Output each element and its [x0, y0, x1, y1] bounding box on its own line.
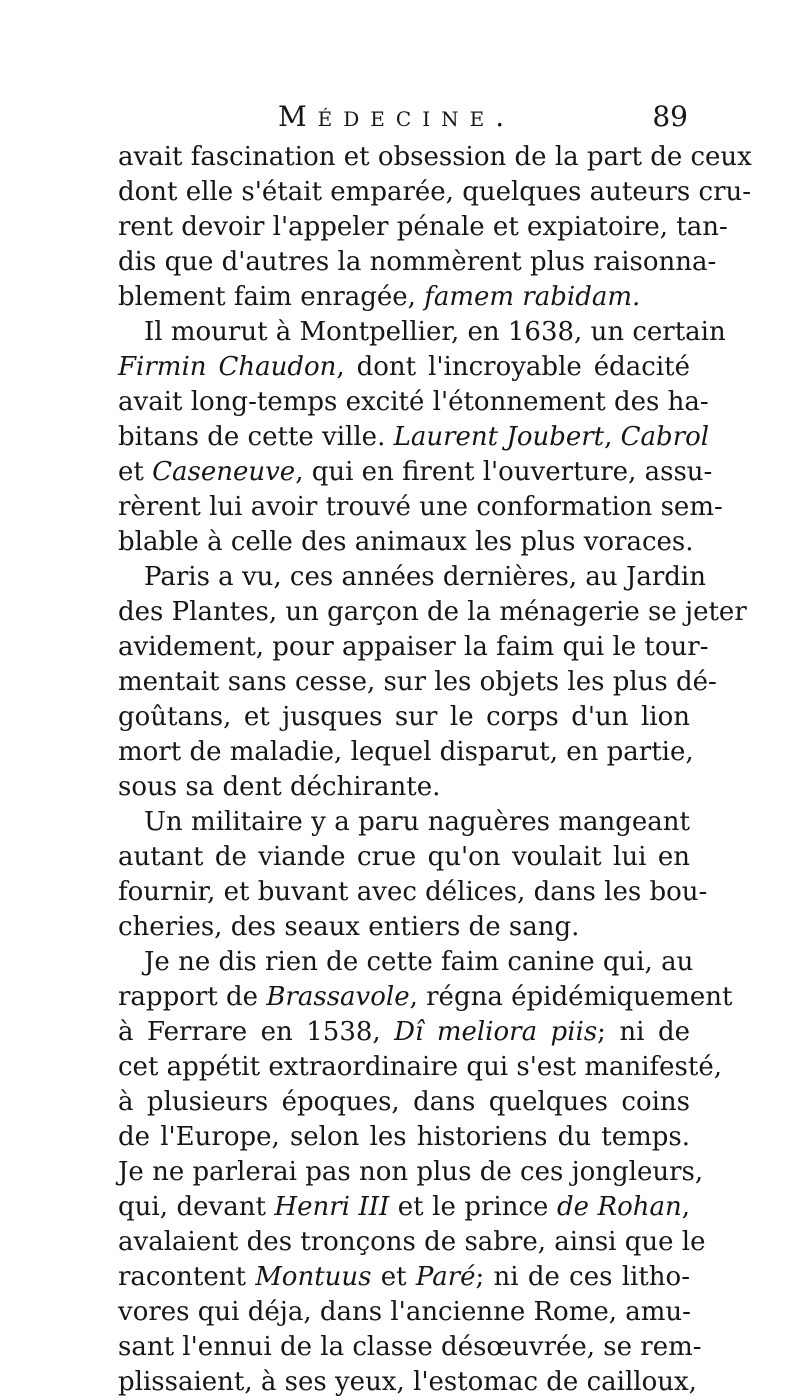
text-line: rent devoir l'appeler pénale et expiatoire, tan- [118, 212, 728, 242]
page-header [118, 100, 688, 140]
text-line: Paris a vu, ces années dernières, au Jardin [144, 562, 706, 592]
text-line: racontent Montuus et Paré; ni de ces litho- [118, 1262, 690, 1292]
text-line: à Ferrare en 1538, Dî meliora piis; ni de [118, 1017, 690, 1047]
text-line: autant de viande crue qu'on voulait lui en [118, 842, 690, 872]
running-title: Médecine. [278, 100, 516, 133]
text-line: Un militaire y a paru naguères mangeant [144, 807, 690, 837]
text-line: mentait sans cesse, sur les objets les plus dé- [118, 667, 717, 697]
text-line: vores qui déja, dans l'ancienne Rome, amu- [118, 1297, 691, 1327]
text-line: rapport de Brassavole, régna épidémiquement [118, 982, 733, 1012]
text-line: fournir, et buvant avec délices, dans les bou- [118, 877, 708, 907]
text-line: avidement, pour appaiser la faim qui le tour- [118, 632, 709, 662]
text-line: Je ne parlerai pas non plus de ces jongleurs, [118, 1157, 704, 1187]
text-line: avait long-temps excité l'étonnement des ha- [118, 387, 709, 417]
text-line: avait fascination et obsession de la part de ceux [118, 142, 752, 172]
text-line: cet appétit extraordinaire qui s'est manifesté, [118, 1052, 722, 1082]
text-line: dis que d'autres la nommèrent plus raisonna- [118, 247, 717, 277]
text-line: goûtans, et jusques sur le corps d'un lion [118, 702, 690, 732]
text-line: Il mourut à Montpellier, en 1638, un certain [144, 317, 726, 347]
text-line: cheries, des seaux entiers de sang. [118, 912, 580, 942]
text-line: bitans de cette ville. Laurent Joubert, Cabrol [118, 422, 710, 452]
text-line: plissaient, à ses yeux, l'estomac de cailloux, [118, 1367, 697, 1397]
text-line: sant l'ennui de la classe désœuvrée, se rem- [118, 1332, 702, 1362]
text-line: à plusieurs époques, dans quelques coins [118, 1087, 690, 1117]
text-line: rèrent lui avoir trouvé une conformation sem- [118, 492, 723, 522]
body-text [118, 140, 752, 1400]
text-line: blement faim enragée, famem rabidam. [118, 282, 641, 312]
text-line: mort de maladie, lequel disparut, en partie, [118, 737, 694, 767]
page-number: 89 [652, 100, 688, 133]
text-line: qui, devant Henri III et le prince de Rohan, [118, 1192, 690, 1222]
text-line: des Plantes, un garçon de la ménagerie se jeter [118, 597, 747, 627]
text-line: dont elle s'était emparée, quelques auteurs cru- [118, 177, 752, 207]
text-line: de l'Europe, selon les historiens du temps. [118, 1122, 690, 1152]
text-line: sous sa dent déchirante. [118, 772, 441, 802]
text-line: et Caseneuve, qui en firent l'ouverture, assu- [118, 457, 713, 487]
text-line: Je ne dis rien de cette faim canine qui, au [144, 947, 694, 977]
text-line: avalaient des tronçons de sabre, ainsi que le [118, 1227, 706, 1257]
text-line: Firmin Chaudon, dont l'incroyable édacité [118, 352, 690, 382]
text-line: blable à celle des animaux les plus voraces. [118, 527, 694, 557]
